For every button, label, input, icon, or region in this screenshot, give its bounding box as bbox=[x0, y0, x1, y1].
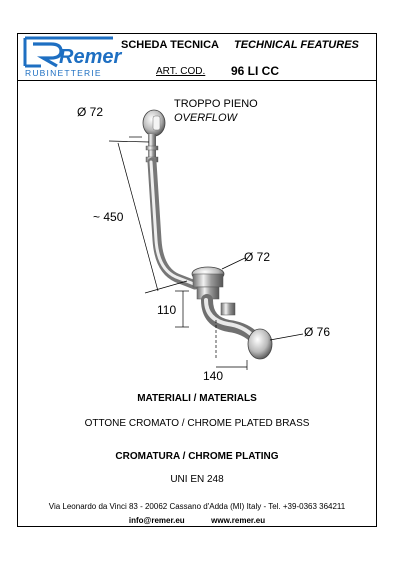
width-label: 140 bbox=[203, 369, 224, 383]
materials-value: OTTONE CROMATO / CHROME PLATED BRASS bbox=[84, 418, 310, 429]
plating-heading: CROMATURA / CHROME PLATING bbox=[115, 451, 279, 462]
mid-diameter-label: Ø 72 bbox=[244, 250, 271, 264]
dimension-lines bbox=[109, 137, 303, 370]
brand-subtitle: RUBINETTERIE bbox=[25, 68, 102, 78]
overflow-head bbox=[143, 110, 165, 136]
plating-value: UNI EN 248 bbox=[170, 474, 224, 485]
footer-website[interactable]: www.remer.eu bbox=[211, 516, 266, 525]
title-english: TECHNICAL FEATURES bbox=[234, 39, 359, 51]
materials-heading: MATERIALI / MATERIALS bbox=[137, 393, 257, 404]
art-code-label: ART. COD. bbox=[156, 66, 206, 77]
footer-address: Via Leonardo da Vinci 83 - 20062 Cassano d'Adda (MI) Italy - Tel. +39-0363 364211 bbox=[48, 502, 346, 511]
length-label: ~ 450 bbox=[93, 210, 124, 224]
bottom-diameter-label: Ø 76 bbox=[304, 325, 331, 339]
art-code-value: 96 LI CC bbox=[231, 64, 280, 78]
title-italian: SCHEDA TECNICA bbox=[121, 39, 219, 51]
footer-contacts bbox=[17, 516, 377, 525]
brand-name: Remer bbox=[59, 46, 122, 68]
top-diameter-label: Ø 72 bbox=[77, 105, 104, 119]
footer-email[interactable]: info@remer.eu bbox=[128, 516, 185, 525]
overflow-pipe bbox=[146, 134, 195, 285]
overflow-label-english: OVERFLOW bbox=[174, 112, 237, 124]
header-divider bbox=[17, 80, 377, 81]
height-label: 110 bbox=[157, 303, 177, 317]
overflow-label-italian: TROPPO PIENO bbox=[174, 98, 258, 110]
brand-logo bbox=[21, 36, 122, 80]
